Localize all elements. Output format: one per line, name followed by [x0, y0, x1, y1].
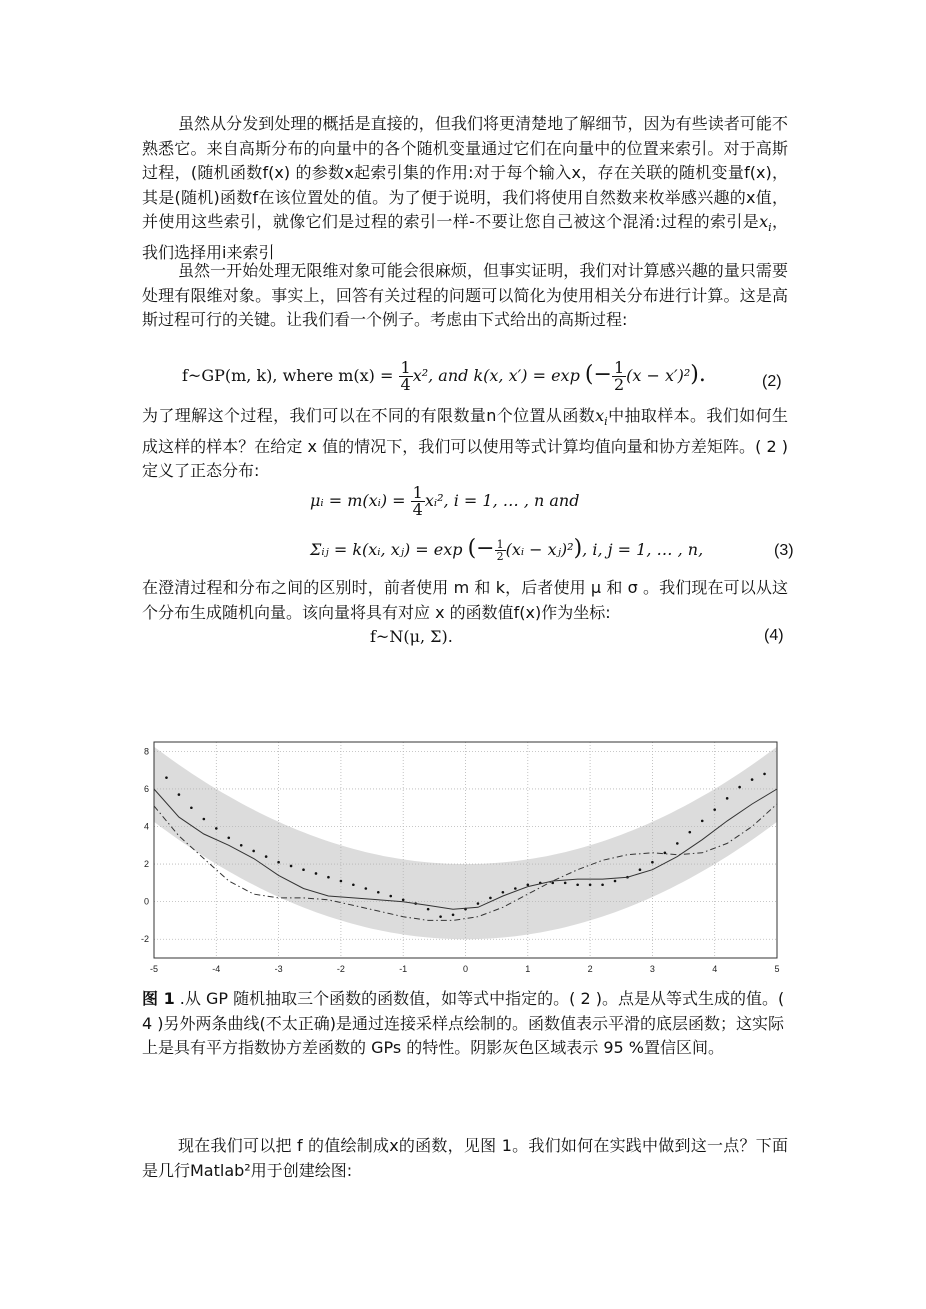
sample-point: [203, 818, 206, 821]
paragraph-sampling: [142, 404, 788, 484]
sample-point: [589, 883, 592, 886]
x-tick-label: 4: [712, 964, 718, 974]
eq3a-frac-num: 1: [412, 483, 423, 502]
index-subscript: i: [768, 221, 772, 235]
paragraph-sampling-a: 为了理解这个过程，我们可以在不同的有限数量n个位置从函数: [142, 406, 596, 425]
y-tick-label: 2: [143, 859, 149, 870]
sample-point: [477, 902, 480, 905]
eq2-right: (x − x′)²: [626, 366, 691, 385]
paragraph-distinction: 在澄清过程和分布之间的区别时，前者使用 m 和 k，后者使用 μ 和 σ 。我们现在可以从这个分布生成随机向量。该向量将具有对应 x 的函数值f(x)作为坐标:: [142, 578, 788, 622]
y-tick-label: 0: [143, 896, 149, 907]
x-tick-label: -2: [336, 964, 345, 974]
sample-point: [738, 786, 741, 789]
sample-point: [427, 908, 430, 911]
sample-point: [514, 887, 517, 890]
x-tick-label: 3: [649, 964, 655, 974]
equation-3b: [310, 536, 703, 562]
sample-point: [178, 793, 181, 796]
x-tick-label: -3: [274, 964, 283, 974]
eq3b-close-paren: ): [573, 536, 583, 561]
eq2-left: f~GP(m, k), where m(x) =: [182, 366, 399, 385]
x-tick-label: 1: [525, 964, 531, 974]
x-tick-label: -5: [149, 964, 159, 974]
eq2-frac2-den: 2: [613, 375, 625, 394]
equation-3-number: (3): [774, 542, 794, 559]
sample-point: [551, 882, 554, 885]
sample-point: [402, 898, 405, 901]
eq3a-left: μᵢ = m(xᵢ) =: [310, 491, 411, 510]
eq3a-frac: [411, 485, 425, 518]
sample-point: [688, 831, 691, 834]
sampling-symbol: x: [595, 406, 605, 425]
equation-2-number: (2): [762, 373, 782, 390]
sample-point: [614, 880, 617, 883]
paragraph-plotting: 现在我们可以把 f 的值绘制成x的函数，见图 1。我们如何在实践中做到这一点？下面是几行Matlab²用于创建绘图:: [142, 1136, 788, 1180]
sample-point: [763, 773, 766, 776]
sample-point: [215, 827, 218, 830]
index-symbol: x: [759, 212, 769, 231]
figure-1-label: 图 1: [142, 989, 175, 1008]
eq2-frac1-den: 4: [400, 375, 411, 394]
y-tick-label: 4: [143, 821, 149, 832]
paragraph-intro-tail: ，我们选择用i来索引: [142, 212, 788, 262]
x-tick-label: -1: [399, 964, 408, 974]
sample-point: [327, 876, 330, 879]
sample-point: [227, 836, 230, 839]
sample-point: [564, 882, 567, 885]
sample-point: [751, 778, 754, 781]
sample-point: [527, 883, 530, 886]
sample-point: [489, 897, 492, 900]
sample-point: [639, 868, 642, 871]
sample-point: [701, 820, 704, 823]
equation-4: f~N(μ, Σ).: [370, 627, 453, 646]
sample-point: [340, 880, 343, 883]
paragraph-intro-text: 虽然从分发到处理的概括是直接的，但我们将更清楚地了解细节，因为有些读者可能不熟悉它。来自高斯分布的向量中的各个随机变量通过它们在向量中的位置来索引。对于高斯过程，(随机函数f(x) 的参数x起索引集的作用:对于每个输入x，存在关联的随机变量f(x)，其是(随机)函数f在该位置处的值。为了便于说明，我们将使用自然数来枚举感兴趣的x值，并使用这些索引，就像它们是过程的索引一样-不要让您自己被这个混淆:过程的索引是: [142, 114, 788, 231]
eq3b-tail: , i, j = 1, … , n,: [582, 540, 704, 559]
y-tick-label: -2: [140, 934, 149, 945]
sample-point: [651, 861, 654, 864]
eq2-open-paren: (−: [584, 362, 612, 387]
eq3b-open-paren: (−: [467, 536, 495, 561]
eq3a-right: xᵢ², i = 1, … , n and: [424, 491, 580, 510]
equation-3a: [310, 485, 579, 518]
sample-point: [277, 861, 280, 864]
sample-point: [576, 883, 579, 886]
sample-point: [601, 883, 604, 886]
eq3b-frac: [495, 539, 506, 562]
sample-point: [726, 797, 729, 800]
y-tick-label: 6: [143, 783, 149, 794]
eq2-frac-half: [612, 360, 626, 393]
paragraph-sampling-b: 中抽取样本。我们如何生成这样的样本？在给定 x 值的情况下，我们可以使用等式计算均值向量和协方差矩阵。( 2 )定义了正态分布:: [142, 406, 788, 481]
sample-point: [365, 887, 368, 890]
gp-sample-chart: [140, 738, 792, 978]
sample-point: [252, 850, 255, 853]
sample-point: [452, 914, 455, 917]
eq2-close-paren: ).: [690, 362, 706, 387]
equation-4-number: (4): [764, 627, 784, 644]
sample-point: [664, 852, 667, 855]
sampling-subscript: i: [604, 415, 608, 429]
sample-point: [165, 776, 168, 779]
equation-2: [182, 360, 706, 393]
eq3b-right: (xᵢ − xⱼ)²: [505, 540, 574, 559]
sample-point: [240, 844, 243, 847]
sample-point: [302, 868, 305, 871]
x-tick-label: 5: [774, 964, 780, 974]
eq3b-left: Σᵢⱼ = k(xᵢ, xⱼ) = exp: [310, 540, 468, 559]
eq2-frac1-num: 1: [400, 358, 411, 377]
sample-point: [190, 806, 193, 809]
sample-point: [290, 865, 293, 868]
eq2-frac2-num: 1: [613, 358, 625, 377]
plot-area: [141, 742, 780, 974]
eq2-frac-quarter: [399, 360, 413, 393]
paragraph-finite-dim: 虽然一开始处理无限维对象可能会很麻烦，但事实证明，我们对计算感兴趣的量只需要处理有限维对象。事实上，回答有关过程的问题可以简化为使用相关分布进行计算。这是高斯过程可行的关键。让我们看一个例子。考虑由下式给出的高斯过程:: [142, 261, 788, 329]
eq3a-frac-den: 4: [412, 500, 423, 519]
paragraph-intro: [142, 112, 788, 265]
sample-point: [713, 808, 716, 811]
sample-point: [265, 855, 268, 858]
sample-point: [439, 915, 442, 918]
sample-point: [676, 842, 679, 845]
x-tick-label: 0: [462, 964, 469, 974]
sample-point: [315, 872, 318, 875]
x-tick-label: -4: [212, 964, 221, 974]
x-tick-label: 2: [587, 964, 593, 974]
figure-1-caption: [142, 987, 788, 1061]
sample-point: [352, 883, 355, 886]
sample-point: [377, 891, 380, 894]
eq2-mid: x², and k(x, x′) = exp: [412, 366, 585, 385]
sample-point: [389, 895, 392, 898]
eq3b-frac-den: 2: [496, 550, 504, 563]
y-tick-label: 8: [143, 746, 149, 757]
figure-1-caption-text: .从 GP 随机抽取三个函数的函数值，如等式中指定的。( 2 )。点是从等式生成的值。( 4 )另外两条曲线(不太正确)是通过连接采样点绘制的。函数值表示平滑的底层函数；这实际上是具有平方指数协方差函数的 GPs 的特性。阴影灰色区域表示 95 %置信区间。: [142, 989, 785, 1057]
eq3b-frac-num: 1: [496, 538, 504, 551]
sample-point: [502, 891, 505, 894]
